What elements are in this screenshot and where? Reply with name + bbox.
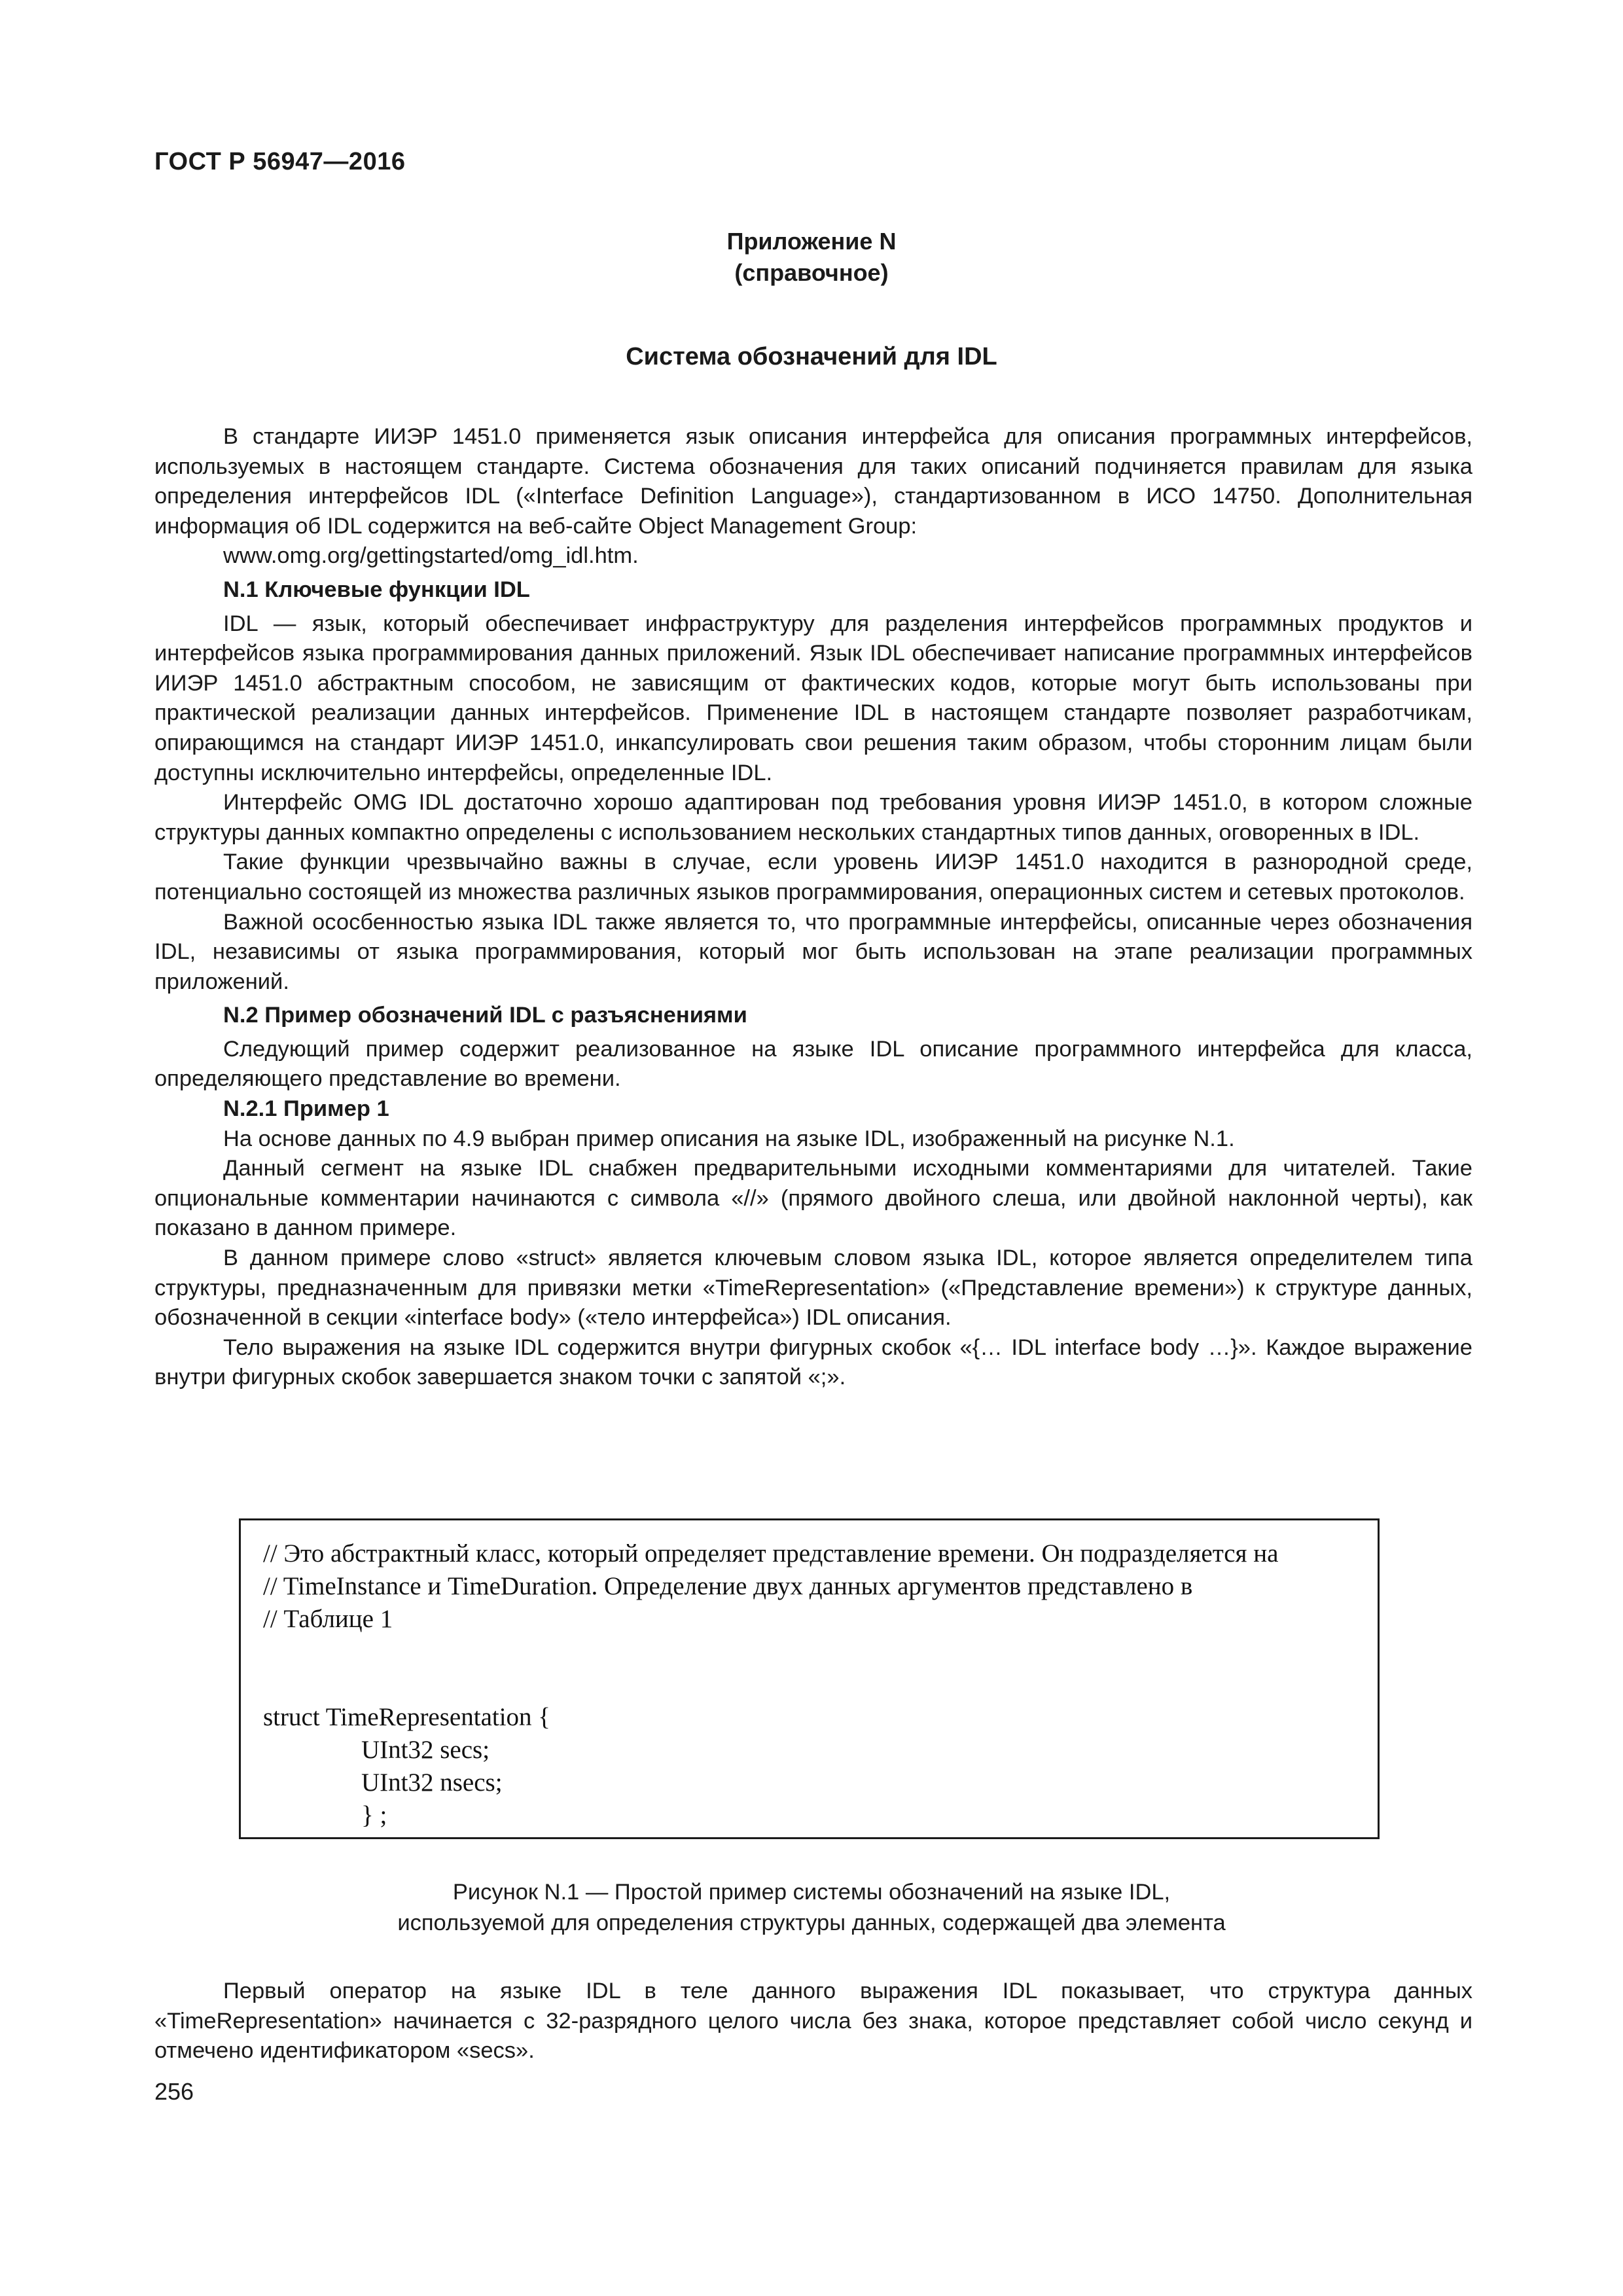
figure-caption-line: Рисунок N.1 — Простой пример системы обозначений на языке IDL, <box>452 1880 1171 1905</box>
code-struct-close: } ; <box>361 1801 387 1829</box>
code-comment-line: // Это абстрактный класс, который определяет представление времени. Он подразделяется на <box>263 1539 1279 1568</box>
section1-paragraph: Такие функции чрезвычайно важны в случае, если уровень ИИЭР 1451.0 находится в разнородной среде, потенциально состоящей из множества различных языков программирования, операционных систем и сетевых протоколов. <box>154 850 1472 905</box>
code-field-line: UInt32 secs; <box>361 1736 490 1764</box>
section2-paragraph: В данном примере слово «struct» является ключевым словом языка IDL, которое является определителем типа структуры, предназначенным для привязки метки «TimeRepresentation» («Представление времени») к структуре данных, обозначенной в секции «interface body» («тело интерфейса») IDL описания. <box>154 1246 1472 1331</box>
section-heading-n1: N.1 Ключевые функции IDL <box>223 577 530 602</box>
code-comment-line: // TimeInstance и TimeDuration. Определение двух данных аргументов представлено в <box>263 1572 1193 1600</box>
intro-url: www.omg.org/gettingstarted/omg_idl.htm. <box>223 543 639 569</box>
intro-paragraph: В стандарте ИИЭР 1451.0 применяется язык описания интерфейса для описания программных интерфейсов, используемых в настоящем стандарте. Система обозначения для таких описаний подчиняется правилам для языка определения интерфейсов IDL («Interface Definition Language»), стандартизованном в ИСО 14750. Дополнительная информация об IDL содержится на веб-сайте Object Management Group: <box>154 424 1472 539</box>
after-figure-paragraph: Первый оператор на языке IDL в теле данного выражения IDL показывает, что структура данных «TimeRepresentation» начинается с 32-разрядного целого числа без знака, которое представляет собой число секунд и отмечено идентификатором «secs». <box>154 1979 1472 2064</box>
section2-paragraph: Тело выражения на языке IDL содержится внутри фигурных скобок «{… IDL interface body …}». Каждое выражение внутри фигурных скобок завершается знаком точки с запятой «;». <box>154 1335 1472 1390</box>
page-number: 256 <box>154 2078 194 2105</box>
idl-code-figure <box>239 1518 1380 1839</box>
code-comment-line: // Таблице 1 <box>263 1605 393 1633</box>
subsection-heading-n2-1: N.2.1 Пример 1 <box>223 1096 389 1122</box>
document-standard-number: ГОСТ Р 56947—2016 <box>154 148 406 175</box>
appendix-type: (справочное) <box>734 259 889 286</box>
appendix-title: Приложение N <box>726 228 897 255</box>
main-text <box>154 422 1472 1393</box>
figure-caption-line: используемой для определения структуры данных, содержащей два элемента <box>397 1910 1226 1935</box>
section2-paragraph: Данный сегмент на языке IDL снабжен предварительными исходными комментариями для читателей. Такие опциональные комментарии начинаются с символа «//» (прямого двойного слеша, или двойной наклонной черты), как показано в данном примере. <box>154 1156 1472 1241</box>
section1-paragraph: IDL — язык, который обеспечивает инфраструктуру для разделения интерфейсов программных продуктов и интерфейсов языка программирования данных приложений. Язык IDL обеспечивает написание программных интерфейсов ИИЭР 1451.0 абстрактным способом, не зависящим от фактических кодов, которые могут быть использованы при практической реализации данных интерфейсов. Применение IDL в настоящем стандарте позволяет разработчикам, опирающимся на стандарт ИИЭР 1451.0, инкапсулировать свои решения таким образом, чтобы сторонним лицам были доступны исключительно интерфейсы, определенные IDL. <box>154 611 1472 785</box>
figure-caption <box>0 1877 1623 1939</box>
section1-paragraph: Важной ососбенностью языка IDL также является то, что программные интерфейсы, описанные через обозначения IDL, независимы от языка программирования, который мог быть использован на этапе реализации программных приложений. <box>154 909 1472 994</box>
code-struct-declaration: struct TimeRepresentation { <box>263 1703 551 1731</box>
section-heading-n2: N.2 Пример обозначений IDL с разъяснениями <box>223 1003 747 1028</box>
page-title: Система обозначений для IDL <box>626 343 997 370</box>
section2-paragraph: На основе данных по 4.9 выбран пример описания на языке IDL, изображенный на рисунке N.1. <box>223 1126 1235 1151</box>
appendix-label <box>0 226 1623 289</box>
code-blank-gap <box>263 1636 1355 1701</box>
section1-paragraph: Интерфейс OMG IDL достаточно хорошо адаптирован под требования уровня ИИЭР 1451.0, в котором сложные структуры данных компактно определены с использованием нескольких стандартных типов данных, оговоренных в IDL. <box>154 790 1472 845</box>
code-field-line: UInt32 nsecs; <box>361 1768 503 1797</box>
after-figure-text <box>154 1977 1472 2066</box>
section2-intro: Следующий пример содержит реализованное на языке IDL описание программного интерфейса для класса, определяющего представление во времени. <box>154 1036 1472 1092</box>
